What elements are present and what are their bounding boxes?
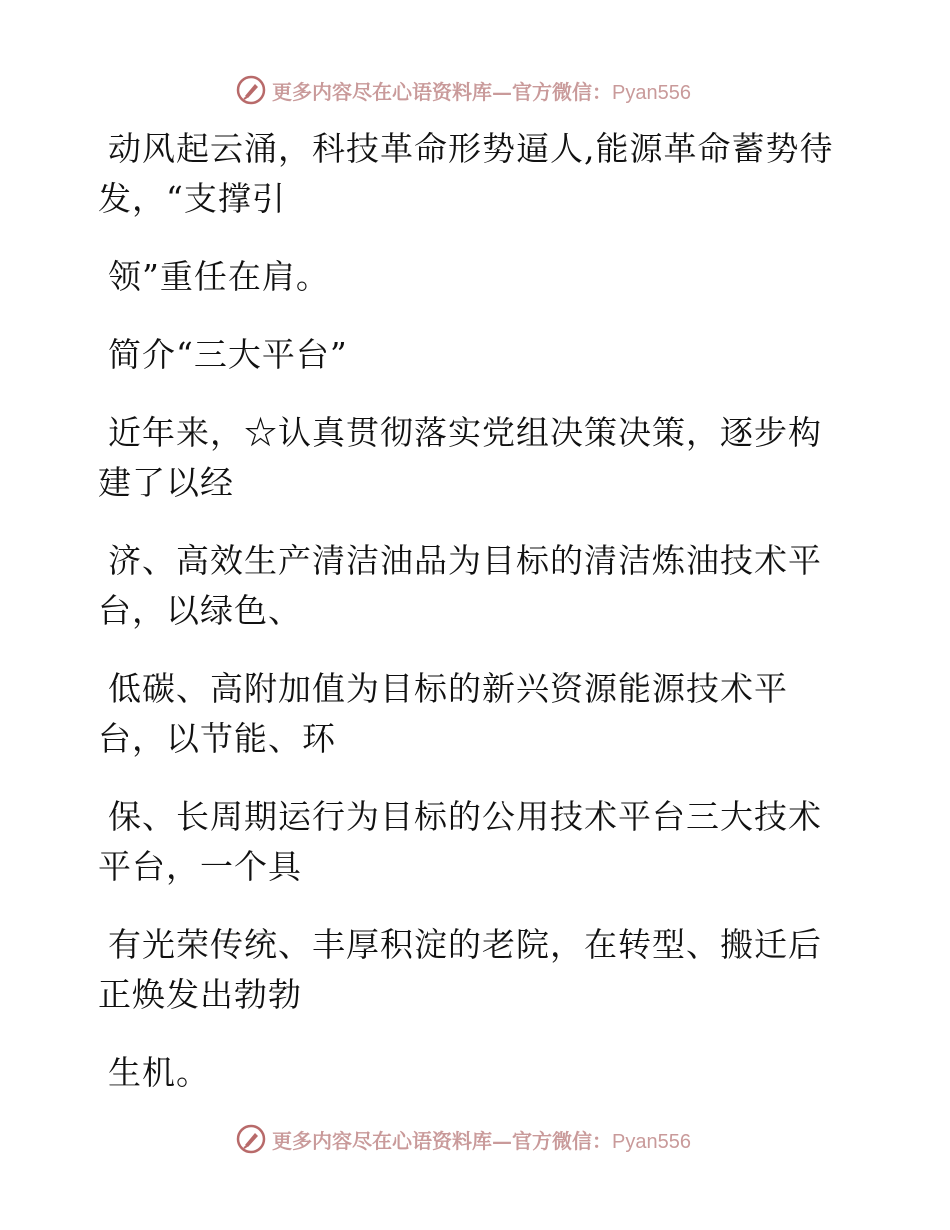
paragraph: 简介“三大平台”: [108, 335, 348, 374]
header-watermark: [236, 73, 691, 107]
paragraph: 保、长周期运行为目标的公用技术平台三大技术 平台，一个具: [98, 797, 822, 886]
paragraph: 领”重任在肩。: [108, 257, 330, 296]
paragraph: 动风起云涌，科技革命形势逼人,能源革命蓄势待 发，“支撑引: [98, 129, 834, 218]
paragraph: 有光荣传统、丰厚积淀的老院，在转型、搬迁后 正焕发出勃勃: [98, 925, 822, 1014]
document-body: [98, 124, 858, 1126]
pen-logo-icon: [236, 1124, 266, 1154]
footer-watermark: [236, 1122, 691, 1156]
paragraph: 低碳、高附加值为目标的新兴资源能源技术平 台，以节能、环: [98, 669, 788, 758]
pen-logo-icon: [236, 75, 266, 105]
paragraph: 近年来，☆认真贯彻落实党组决策决策，逐步构 建了以经: [98, 413, 822, 502]
paragraph: 济、高效生产清洁油品为目标的清洁炼油技术平 台，以绿色、: [98, 541, 822, 630]
watermark-text: 更多内容尽在心语资料库—官方微信：Pyan556: [272, 1128, 691, 1153]
watermark-text: 更多内容尽在心语资料库—官方微信：Pyan556: [272, 79, 691, 104]
paragraph: 生机。: [108, 1053, 210, 1092]
